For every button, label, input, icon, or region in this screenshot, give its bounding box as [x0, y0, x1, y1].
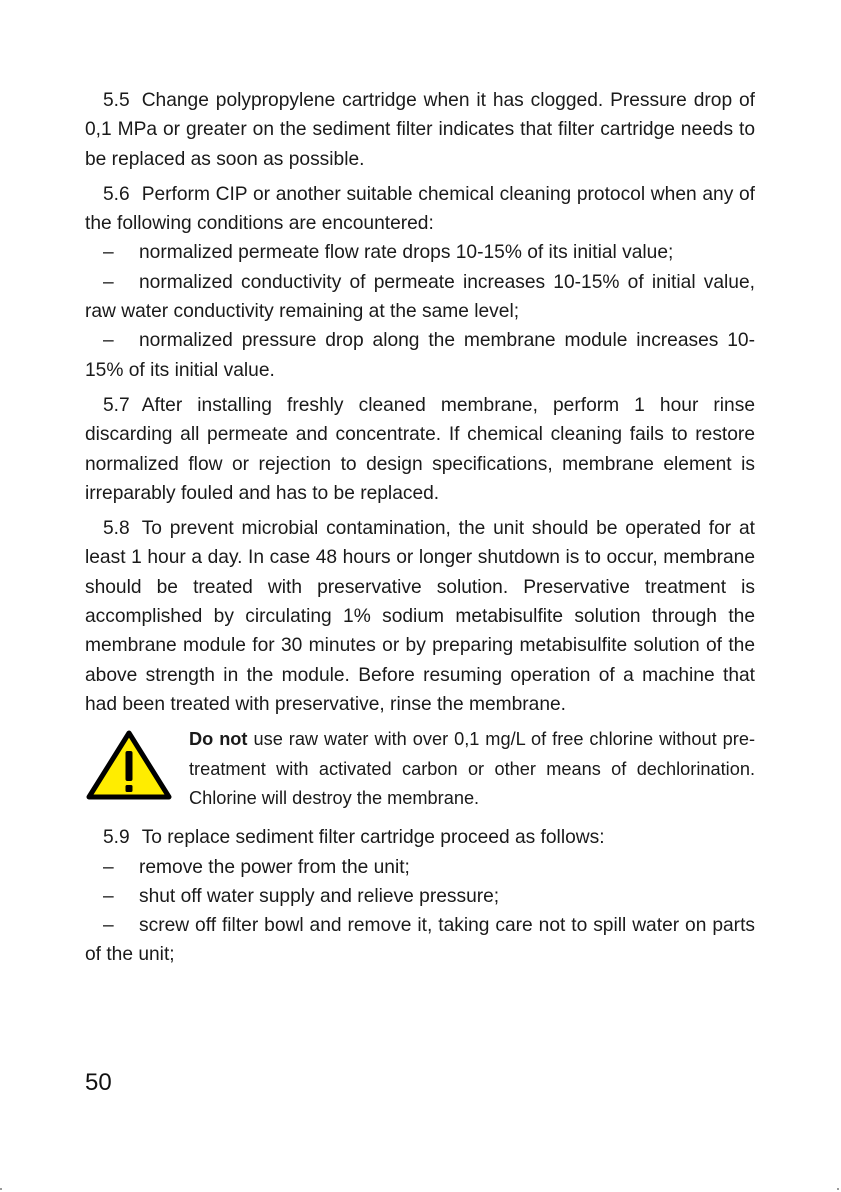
section-number: 5.9 — [103, 827, 130, 849]
paragraph-5-8 — [85, 514, 755, 719]
paragraph-text: Perform CIP or another suitable chemical cleaning protocol when any of the following conditions are encountered: — [85, 183, 755, 235]
section-number: 5.5 — [103, 90, 130, 111]
dash-bullet: – — [103, 915, 114, 937]
dash-bullet: – — [103, 330, 114, 352]
warning-text — [189, 725, 755, 813]
paragraph-5-9 — [85, 823, 755, 852]
list-item — [85, 853, 755, 882]
list-item-text: normalized conductivity of permeate increases 10-15% of initial value, raw water conductivity remaining at the same level; — [85, 271, 755, 323]
warning-emphasis: Do not — [189, 729, 248, 750]
paragraph-text: After installing freshly cleaned membrane, perform 1 hour rinse discarding all permeate and concentrate. If chemical cleaning fails to restore normalized flow or rejection to design specifications, membrane element is irreparably fouled and has to be replaced. — [85, 394, 755, 504]
page-number: 50 — [85, 1069, 112, 1096]
dash-bullet: – — [103, 856, 114, 878]
list-item — [85, 238, 755, 267]
dash-bullet: – — [103, 885, 114, 907]
dash-bullet: – — [103, 242, 114, 264]
paragraph-text: To replace sediment filter cartridge proceed as follows: — [141, 827, 605, 849]
paragraph-5-5 — [85, 86, 755, 174]
page-body — [85, 86, 755, 970]
list-item-text: remove the power from the unit; — [139, 856, 410, 878]
section-number: 5.7 — [103, 394, 130, 416]
paragraph-5-6 — [85, 180, 755, 239]
list-item-text: normalized pressure drop along the membrane module increases 10-15% of its initial value. — [85, 330, 755, 381]
list-item — [85, 911, 755, 970]
list-item-text: screw off filter bowl and remove it, taking care not to spill water on parts of the unit; — [85, 915, 755, 966]
list-item — [85, 326, 755, 385]
list-item-text: normalized permeate flow rate drops 10-15% of its initial value; — [139, 242, 674, 264]
warning-triangle-icon — [85, 729, 173, 801]
paragraph-5-7 — [85, 391, 755, 508]
list-item-text: shut off water supply and relieve pressure; — [139, 885, 500, 907]
crop-mark — [0, 1188, 2, 1190]
crop-mark — [837, 1188, 839, 1190]
section-number: 5.6 — [103, 183, 130, 205]
warning-body: use raw water with over 0,1 mg/L of free chlorine without pre-treatment with activated carbon or other means of dechlorination. Chlorine will destroy the membrane. — [189, 729, 756, 808]
section-number: 5.8 — [103, 518, 130, 540]
paragraph-text: Change polypropylene cartridge when it has clogged. Pressure drop of 0,1 MPa or greater on the sediment filter indicates that filter cartridge needs to be replaced as soon as possible. — [85, 90, 755, 170]
paragraph-text: To prevent microbial contamination, the unit should be operated for at least 1 hour a day. In case 48 hours or longer shutdown is to occur, membrane should be treated with preservative solution. Preservative treatment is accomplished by circulating 1% sodium metabisulfite solution through the membrane module for 30 minutes or by preparing metabisulfite solution of the above strength in the module. Before resuming operation of a machine that had been treated with preservative, rinse the membrane. — [85, 518, 755, 715]
warning-notice — [85, 725, 755, 813]
dash-bullet: – — [103, 271, 114, 293]
list-item — [85, 882, 755, 911]
list-item — [85, 268, 755, 327]
